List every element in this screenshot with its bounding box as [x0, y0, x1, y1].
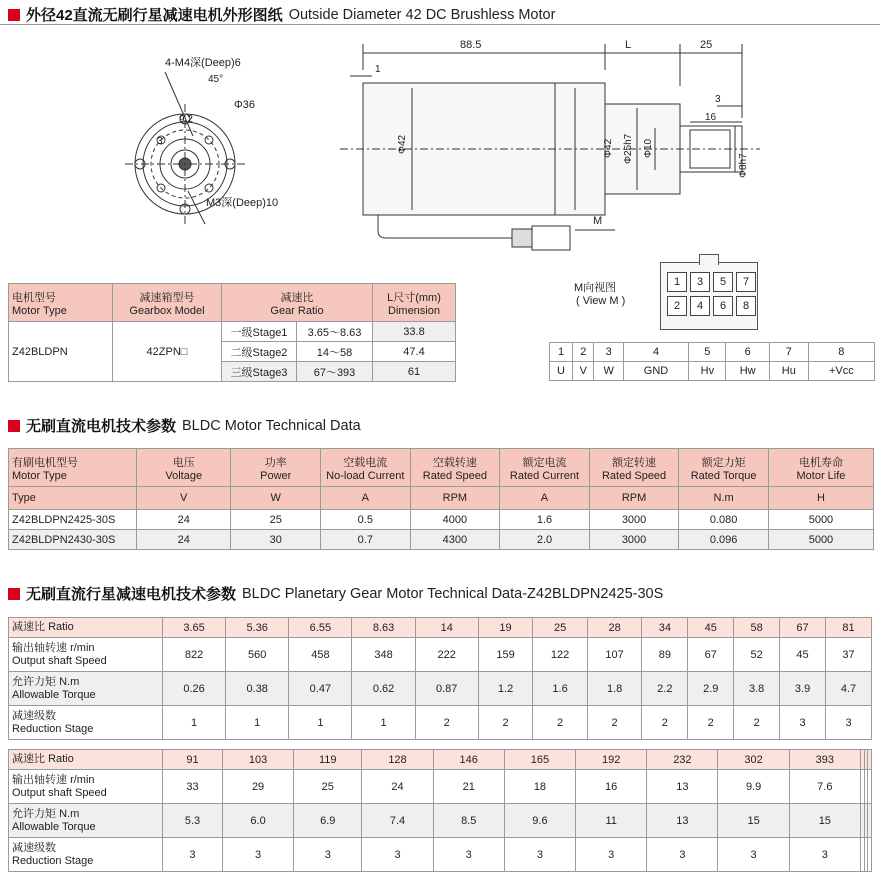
gear-value-cell: 560: [226, 638, 289, 672]
gear-value-cell: 103: [222, 750, 293, 770]
gear-value-cell: 0.62: [352, 672, 415, 706]
pin-signal: Hu: [769, 362, 808, 381]
gear-value-cell: 159: [478, 638, 533, 672]
stage-cell: 三级Stage3: [222, 362, 297, 382]
dim-d10: Φ10: [643, 138, 654, 158]
motor-data-cell: 30: [231, 530, 321, 550]
gear-value-cell: 2: [478, 706, 533, 740]
motor-unit-cell: W: [231, 487, 321, 510]
red-square-icon: [8, 420, 20, 432]
pin-signal: Hv: [689, 362, 726, 381]
header-zh: 减速箱型号: [139, 291, 195, 304]
gearbox-model: 42ZPN□: [113, 322, 222, 382]
gear-value-cell: 4.7: [826, 672, 872, 706]
gear-row-label: [9, 672, 163, 706]
gear-value-cell: 19: [478, 618, 533, 638]
label-line1: [12, 642, 162, 655]
motor-data-cell: 3000: [589, 530, 679, 550]
gear-value-cell: 2: [533, 706, 588, 740]
pinout-table: [549, 342, 875, 381]
gear-value-cell: 9.6: [504, 804, 575, 838]
gear-value-cell: 15: [718, 804, 789, 838]
gear-value-cell: 1.2: [478, 672, 533, 706]
dim-d42a: Φ42: [397, 134, 408, 154]
gear-value-cell: 2: [415, 706, 478, 740]
pin-signal: U: [550, 362, 573, 381]
motor-header-cell: [500, 449, 590, 487]
gear-value-cell: 34: [642, 618, 688, 638]
gear-table-1: [8, 617, 872, 740]
header-zh: 空载转速: [432, 456, 477, 469]
header-zh: 额定电流: [522, 456, 567, 469]
gear-value-cell: 458: [289, 638, 352, 672]
label-en: Output shaft Speed: [12, 654, 107, 667]
gear-value-cell: 15: [789, 804, 860, 838]
gear-value-cell: 119: [294, 750, 362, 770]
section-title-gear: [8, 583, 663, 604]
gear-value-cell: 2: [642, 706, 688, 740]
motor-data-cell: 4000: [410, 510, 500, 530]
header-motor-type: [9, 284, 113, 322]
gear-value-cell: 25: [294, 770, 362, 804]
gear-row-torque: [9, 804, 872, 838]
section-title-en: Outside Diameter 42 DC Brushless Motor: [288, 6, 556, 23]
gear-value-cell: 13: [647, 770, 718, 804]
label-en: Ratio: [48, 621, 74, 633]
dim-M: M: [593, 215, 603, 227]
motor-unit-cell: V: [136, 487, 231, 510]
gear-value-cell: 67: [688, 638, 734, 672]
dim-9-2: 9.2: [179, 114, 193, 125]
connector-pin: 2: [667, 296, 687, 316]
gear-value-cell: 128: [362, 750, 433, 770]
gear-value-cell: 393: [789, 750, 860, 770]
header-en: Gearbox Model: [129, 304, 205, 317]
gear-row-label: [9, 638, 163, 672]
gear-value-cell: 3: [576, 838, 647, 872]
gear-value-cell: 5.36: [226, 618, 289, 638]
stage-cell: 二级Stage2: [222, 342, 297, 362]
label-unit: r/min: [70, 773, 95, 786]
section-title-motor: [8, 415, 361, 436]
connector-pin: 1: [667, 272, 687, 292]
gear-value-cell: 192: [576, 750, 647, 770]
gear-value-cell: 107: [587, 638, 642, 672]
pin-number: 5: [689, 343, 726, 362]
header-en: Rated Current: [509, 469, 580, 482]
gear-row-label: [9, 618, 163, 638]
label-en: Reduction Stage: [12, 854, 94, 867]
connector-latch: [699, 254, 719, 265]
gear-value-cell: [868, 804, 872, 838]
gear-value-cell: 28: [587, 618, 642, 638]
dim-cell: 61: [373, 362, 456, 382]
header-en: Motor Life: [796, 469, 846, 482]
red-square-icon: [8, 588, 20, 600]
gear-value-cell: 222: [415, 638, 478, 672]
pin-number: 1: [550, 343, 573, 362]
gear-row-ratio: [9, 750, 872, 770]
dim-angle: 45°: [208, 74, 224, 85]
label-line1: [12, 710, 162, 723]
motor-data-cell: 0.096: [679, 530, 769, 550]
gear-row-ratio: [9, 618, 872, 638]
gear-row-torque: [9, 672, 872, 706]
section-divider: [0, 24, 880, 25]
pin-signal: V: [573, 362, 594, 381]
header-zh: 电机型号: [12, 291, 56, 304]
header-dimension: [373, 284, 456, 322]
motor-header-cell: [320, 449, 410, 487]
gear-value-cell: [868, 770, 872, 804]
motor-header-cell: [136, 449, 231, 487]
gear-value-cell: 21: [433, 770, 504, 804]
motor-data-cell: 0.5: [320, 510, 410, 530]
gear-value-cell: 0.47: [289, 672, 352, 706]
gear-value-cell: 2: [587, 706, 642, 740]
gear-value-cell: 822: [163, 638, 226, 672]
label-zh: 减速比: [12, 753, 45, 765]
label-en: Ratio: [48, 753, 74, 765]
gear-value-cell: 3: [718, 838, 789, 872]
header-zh: 功率: [264, 456, 287, 469]
gear-value-cell: 37: [826, 638, 872, 672]
gear-value-cell: 24: [362, 770, 433, 804]
motor-unit-cell: Type: [9, 487, 137, 510]
motor-data-cell: 3000: [589, 510, 679, 530]
gear-value-cell: 3: [362, 838, 433, 872]
gear-value-cell: 2: [688, 706, 734, 740]
header-en: Dimension: [388, 304, 440, 317]
section-title-zh: 无刷直流行星减速电机技术参数: [26, 586, 237, 603]
label-en: Allowable Torque: [12, 688, 96, 701]
gear-value-cell: 122: [533, 638, 588, 672]
connector-pin: 3: [690, 272, 710, 292]
gear-value-cell: 25: [533, 618, 588, 638]
header-zh: 额定转速: [612, 456, 657, 469]
label-unit: N.m: [59, 807, 80, 820]
gear-value-cell: 165: [504, 750, 575, 770]
dim-d42b: Φ42: [603, 138, 614, 158]
dim-d25: Φ25h7: [623, 133, 634, 164]
pin-signal: GND: [623, 362, 688, 381]
label-zh: 减速级数: [12, 841, 56, 854]
gear-value-cell: 29: [222, 770, 293, 804]
gear-table-2: [8, 749, 872, 872]
pin-signal: +Vcc: [808, 362, 874, 381]
gear-value-cell: 11: [576, 804, 647, 838]
gear-row-label: [9, 838, 163, 872]
section-title-en: BLDC Motor Technical Data: [182, 417, 361, 434]
label-zh: 减速比: [12, 621, 45, 633]
motor-header-cell: [679, 449, 769, 487]
motor-unit-cell: N.m: [679, 487, 769, 510]
gear-value-cell: 3.65: [163, 618, 226, 638]
label-en: Reduction Stage: [12, 722, 94, 735]
gear-value-cell: 3: [780, 706, 826, 740]
motor-header-cell: [410, 449, 500, 487]
gear-value-cell: 9.9: [718, 770, 789, 804]
gear-value-cell: 3: [222, 838, 293, 872]
motor-data-cell: 24: [136, 510, 231, 530]
ratio-cell: 67～393: [297, 362, 373, 382]
gear-value-cell: [868, 750, 872, 770]
gear-value-cell: 7.4: [362, 804, 433, 838]
label-unit: N.m: [59, 675, 80, 688]
section-title-en: BLDC Planetary Gear Motor Technical Data-Z42BLDPN2425-30S: [242, 585, 664, 602]
motor-header-cell: [231, 449, 321, 487]
label-en: Output shaft Speed: [12, 786, 107, 799]
pin-number: 7: [769, 343, 808, 362]
model-table: [8, 283, 456, 382]
connector-pin: 5: [713, 272, 733, 292]
gear-value-cell: 8.5: [433, 804, 504, 838]
label-line1: [12, 842, 162, 855]
gear-value-cell: 1: [289, 706, 352, 740]
gear-value-cell: 3.8: [734, 672, 780, 706]
gear-value-cell: 232: [647, 750, 718, 770]
gear-value-cell: 2: [734, 706, 780, 740]
gear-row-label: [9, 706, 163, 740]
gear-value-cell: 6.0: [222, 804, 293, 838]
dim-cell: 33.8: [373, 322, 456, 342]
label-line1: [12, 808, 162, 821]
dim-L: L: [625, 39, 632, 51]
label-zh: 输出轴转速: [12, 641, 67, 654]
gear-value-cell: 52: [734, 638, 780, 672]
label-zh: 输出轴转速: [12, 773, 67, 786]
gear-row-label: [9, 750, 163, 770]
header-en: Motor Type: [12, 469, 67, 482]
gear-value-cell: 3: [647, 838, 718, 872]
label-line1: [12, 676, 162, 689]
motor-data-cell: 1.6: [500, 510, 590, 530]
motor-data-cell: 0.080: [679, 510, 769, 530]
gear-value-cell: 3: [789, 838, 860, 872]
gear-value-cell: 146: [433, 750, 504, 770]
label-zh: 减速级数: [12, 709, 56, 722]
gear-value-cell: 0.26: [163, 672, 226, 706]
connector-pin: 4: [690, 296, 710, 316]
gear-value-cell: 89: [642, 638, 688, 672]
section-title-zh: 无刷直流电机技术参数: [26, 418, 177, 435]
header-zh: 减速比: [280, 291, 314, 304]
dim-d8: Φ8h7: [738, 153, 749, 178]
header-zh: 有刷电机型号: [12, 456, 78, 469]
motor-model: Z42BLDPN: [9, 322, 113, 382]
gear-value-cell: 67: [780, 618, 826, 638]
gear-row-stage: [9, 706, 872, 740]
gear-value-cell: 6.55: [289, 618, 352, 638]
pin-number: 6: [726, 343, 769, 362]
gear-value-cell: 33: [163, 770, 223, 804]
header-zh: 额定力矩: [701, 456, 746, 469]
dim-88-5: 88.5: [460, 39, 482, 51]
label-line1: [12, 774, 162, 787]
dim-3: 3: [157, 136, 163, 147]
motor-header-cell: [768, 449, 873, 487]
motor-data-cell: 0.7: [320, 530, 410, 550]
header-zh: 电机寿命: [798, 456, 843, 469]
connector-body: [660, 262, 758, 330]
gear-value-cell: 2.2: [642, 672, 688, 706]
gear-value-cell: 16: [576, 770, 647, 804]
section-title-outline: [8, 4, 555, 25]
gear-value-cell: 3: [433, 838, 504, 872]
gear-value-cell: 7.6: [789, 770, 860, 804]
gear-row-speed: [9, 770, 872, 804]
gear-value-cell: 45: [780, 638, 826, 672]
pin-signal: Hw: [726, 362, 769, 381]
section-title-zh: 外径42直流无刷行星减速电机外形图纸: [26, 7, 283, 24]
gear-value-cell: 0.87: [415, 672, 478, 706]
header-gearbox: [113, 284, 222, 322]
gear-value-cell: 1: [163, 706, 226, 740]
pin-number: 4: [623, 343, 688, 362]
header-en: Motor Type: [12, 304, 67, 317]
dim-bottom-holes: M3深(Deep)10: [206, 197, 279, 209]
motor-data-cell: Z42BLDPN2430-30S: [9, 530, 137, 550]
motor-data-cell: 2.0: [500, 530, 590, 550]
header-ratio: [222, 284, 373, 322]
header-en: Rated Speed: [422, 469, 487, 482]
motor-data-cell: Z42BLDPN2425-30S: [9, 510, 137, 530]
motor-data-cell: 5000: [768, 510, 873, 530]
ratio-cell: 3.65～8.63: [297, 322, 373, 342]
dim-pcd: Φ36: [234, 99, 256, 111]
gear-value-cell: 6.9: [294, 804, 362, 838]
dim-1: 1: [375, 64, 381, 75]
motor-unit-cell: RPM: [410, 487, 500, 510]
gear-row-stage: [9, 838, 872, 872]
gear-value-cell: 3.9: [780, 672, 826, 706]
gear-value-cell: 8.63: [352, 618, 415, 638]
label-en: Allowable Torque: [12, 820, 96, 833]
motor-unit-cell: A: [500, 487, 590, 510]
label-zh: 允许力矩: [12, 807, 56, 820]
connector-pins: [667, 272, 756, 316]
header-en: Rated Torque: [690, 469, 757, 482]
motor-unit-cell: RPM: [589, 487, 679, 510]
header-en: Voltage: [165, 469, 203, 482]
label-zh: 允许力矩: [12, 675, 56, 688]
connector-pin: 8: [736, 296, 756, 316]
gear-value-cell: [868, 838, 872, 872]
gear-value-cell: 58: [734, 618, 780, 638]
gear-value-cell: 13: [647, 804, 718, 838]
motor-data-cell: 25: [231, 510, 321, 530]
gear-value-cell: 1: [352, 706, 415, 740]
motor-header-cell: [9, 449, 137, 487]
label-unit: r/min: [70, 641, 95, 654]
gear-value-cell: 1.8: [587, 672, 642, 706]
pin-number: 3: [594, 343, 623, 362]
motor-data-table: [8, 448, 874, 550]
gear-value-cell: 91: [163, 750, 223, 770]
gear-value-cell: 3: [504, 838, 575, 872]
gear-value-cell: 18: [504, 770, 575, 804]
gear-row-label: [9, 770, 163, 804]
motor-unit-cell: H: [768, 487, 873, 510]
pin-number: 2: [573, 343, 594, 362]
dim-cell: 47.4: [373, 342, 456, 362]
header-zh: 空载电流: [343, 456, 388, 469]
motor-unit-cell: A: [320, 487, 410, 510]
view-m-en-label: ( View M ): [576, 295, 626, 307]
gear-row-label: [9, 804, 163, 838]
gear-value-cell: 0.38: [226, 672, 289, 706]
gear-value-cell: 2.9: [688, 672, 734, 706]
red-square-icon: [8, 9, 20, 21]
motor-data-cell: 5000: [768, 530, 873, 550]
gear-row-speed: [9, 638, 872, 672]
gear-value-cell: 3: [826, 706, 872, 740]
pin-number: 8: [808, 343, 874, 362]
stage-cell: 一级Stage1: [222, 322, 297, 342]
motor-data-cell: 24: [136, 530, 231, 550]
header-zh: 电压: [172, 456, 195, 469]
header-en: No-load Current: [326, 469, 405, 482]
view-m-zh-label: M向视图: [574, 282, 617, 294]
header-en: Rated Speed: [601, 469, 667, 482]
dim-25: 25: [700, 39, 713, 51]
pin-signal: W: [594, 362, 623, 381]
header-en: Gear Ratio: [270, 304, 324, 317]
motor-header-cell: [589, 449, 679, 487]
gear-value-cell: 14: [415, 618, 478, 638]
gear-value-cell: 3: [163, 838, 223, 872]
header-en: Power: [260, 469, 292, 482]
gear-value-cell: 45: [688, 618, 734, 638]
gear-value-cell: 3: [294, 838, 362, 872]
gear-value-cell: 5.3: [163, 804, 223, 838]
gear-value-cell: 1: [226, 706, 289, 740]
gear-value-cell: 302: [718, 750, 789, 770]
gear-value-cell: 81: [826, 618, 872, 638]
connector-pin: 6: [713, 296, 733, 316]
dim-k16: 16: [705, 112, 717, 123]
outline-drawing: [0, 26, 880, 266]
motor-data-cell: 4300: [410, 530, 500, 550]
ratio-cell: 14～58: [297, 342, 373, 362]
gear-value-cell: 348: [352, 638, 415, 672]
header-zh: L尺寸(mm): [387, 291, 441, 304]
gear-value-cell: 1.6: [533, 672, 588, 706]
dim-k3: 3: [715, 94, 721, 105]
dim-holes: 4-M4深(Deep)6: [165, 57, 241, 69]
connector-pin: 7: [736, 272, 756, 292]
